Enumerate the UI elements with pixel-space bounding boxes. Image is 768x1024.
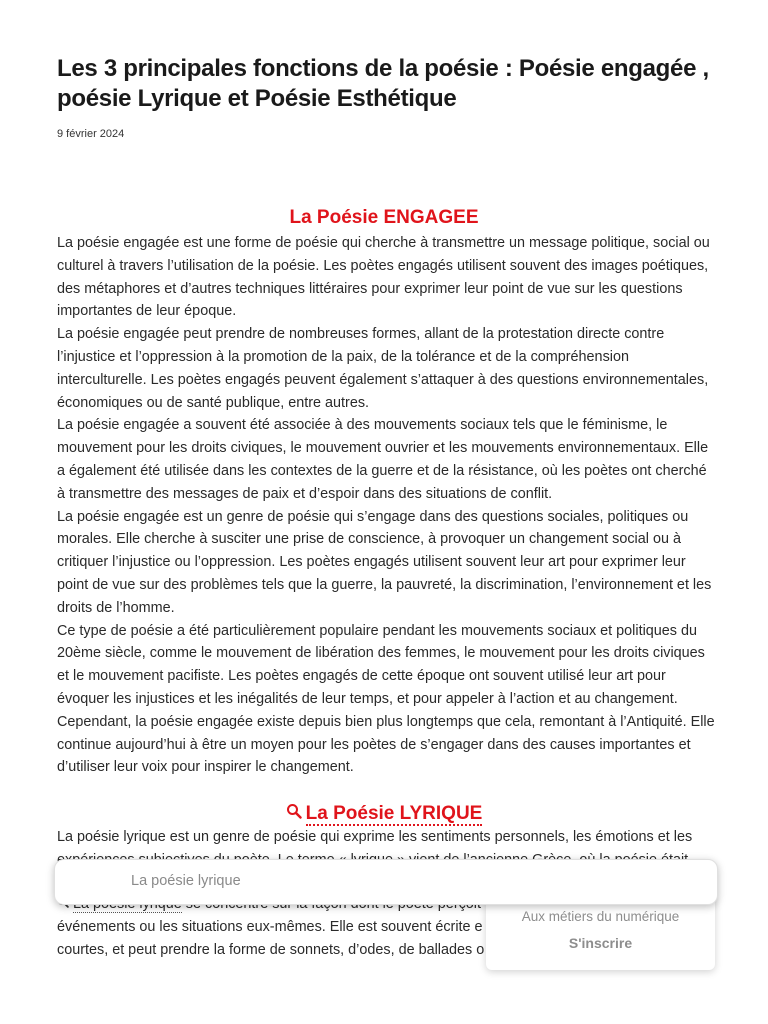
signup-button[interactable]: S'inscrire	[568, 935, 633, 951]
heading-engagee: La Poésie ENGAGEE	[289, 207, 479, 228]
search-icon	[286, 803, 302, 825]
paragraph: Cependant, la poésie engagée existe depuis bien plus longtemps que cela, remontant à l’Antiquité. Elle continue aujourd’hui à être un moyen pour les poètes de s’engager dans des causes importantes et d’utiliser leur voix pour inspirer le changement.	[57, 713, 715, 776]
heading-lyrique[interactable]	[0, 803, 768, 825]
paragraph: Ce type de poésie a été particulièrement populaire pendant les mouvements sociaux et politiques du 20ème siècle, comme le mouvement de libération des femmes, le mouvement pour les droits civiques et le mouvement pacifiste. Les poètes engagés de cette époque ont souvent utilisé leur art pour évoquer les injustices et les inégalités de leur temps, et pour appeler à l’action et au changement.	[57, 622, 705, 707]
search-input[interactable]: La poésie lyrique	[131, 873, 241, 889]
article-title: Les 3 principales fonctions de la poésie : Poésie engagée , poésie Lyrique et Poésie Esthétique	[57, 55, 709, 112]
paragraph: La poésie engagée a souvent été associée à des mouvements sociaux tels que le féminisme, le mouvement pour les droits civiques, le mouvement ouvrier et les mouvements environnementaux. Elle a également été utilisée dans les contextes de la guerre et de la résistance, où les poètes ont cherché à transmettre des messages de paix et d’espoir dans des situations de conflit.	[57, 417, 709, 502]
paragraph-line: événements ou les situations eux-mêmes. Elle est souvent écrite e	[57, 919, 483, 935]
paragraph-line: courtes, et peut prendre la forme de sonnets, d’odes, de ballades o	[57, 942, 485, 958]
paragraph: La poésie engagée est une forme de poésie qui cherche à transmettre un message politique, social ou culturel à travers l’utilisation de la poésie. Les poètes engagés utilisent souvent des images poétiques, des métaphores et d’autres techniques littéraires pour exprimer leur point de vue sur les questions importantes de leur époque.	[57, 235, 710, 320]
engagee-section	[57, 232, 717, 779]
paragraph: La poésie engagée peut prendre de nombreuses formes, allant de la protestation directe contre l’injustice et l’oppression à la promotion de la paix, de la tolérance et de la compréhension interculturelle. Les poètes engagés peuvent également s’attaquer à des questions environnementales, économiques ou de santé publique, entre autres.	[57, 326, 709, 411]
signup-subtitle: Aux métiers du numérique	[521, 909, 680, 924]
search-bar[interactable]	[54, 859, 718, 905]
lyrique-heading-link[interactable]: La Poésie LYRIQUE	[305, 803, 483, 825]
paragraph: La poésie engagée est un genre de poésie qui s’engage dans des questions sociales, politiques ou morales. Elle cherche à susciter une prise de conscience, à provoquer un changement social ou à critiquer l’injustice ou l’oppression. Les poètes engagés utilisent souvent leur art pour exprimer leur point de vue sur des problèmes tels que la guerre, la pauvreté, la discrimination, l’environnement et les droits de l’homme.	[57, 508, 712, 616]
publish-date: 9 février 2024	[57, 128, 125, 140]
signup-card	[486, 895, 715, 970]
paragraph: La poésie lyrique est un genre de poésie qui exprime les sentiments personnels, les émotions et les	[57, 829, 693, 845]
